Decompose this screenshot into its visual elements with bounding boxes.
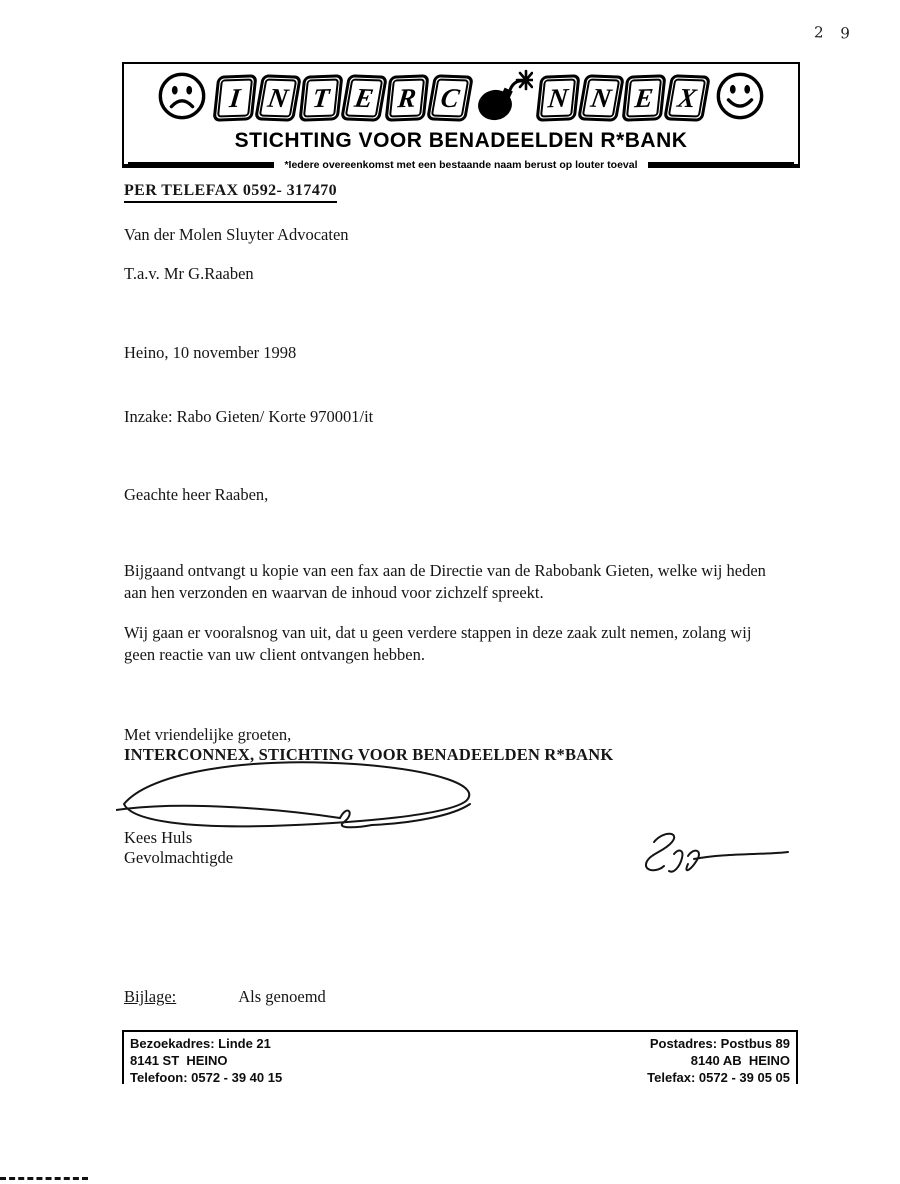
letterhead-box (122, 62, 800, 171)
logo-letter-tile (577, 74, 625, 121)
letterhead-tagline: *Iedere overeenkomst met een bestaande naam berust op louter toeval (274, 159, 647, 171)
logo-letter: T (303, 78, 339, 117)
paragraph-2: Wij gaan er vooralsnog van uit, dat u geen verdere stappen in deze zaak zult nemen, zolang wij geen reactie van uw client ontvangen hebben. (124, 623, 752, 664)
footer-line: 8141 ST HEINO (130, 1053, 228, 1068)
footer-line: Telefax: 0572 - 39 05 05 (647, 1070, 790, 1085)
logo-letter: N (259, 78, 297, 117)
logo-letter-tile (212, 74, 257, 121)
signer-title: Gevolmachtigde (124, 848, 234, 867)
logo-letter-tile (298, 74, 343, 121)
bomb-icon (475, 67, 533, 130)
logo-tile-row (124, 68, 798, 128)
footer-visit-address (130, 1035, 282, 1086)
signer-name: Kees Huls (124, 828, 193, 847)
footer-rule (122, 1030, 798, 1032)
scan-edge-dashes (0, 1177, 88, 1180)
sad-face-icon (156, 70, 208, 127)
logo-letter-tile (426, 74, 474, 121)
subject-line: Inzake: Rabo Gieten/ Korte 970001/it (124, 407, 374, 426)
logo-letter: E (345, 78, 383, 117)
footer-postal-address (470, 1035, 790, 1086)
logo-letter: X (668, 78, 706, 117)
footer-right-border (796, 1030, 798, 1084)
logo-letter: R (389, 78, 425, 117)
date-line: Heino, 10 november 1998 (124, 343, 297, 362)
footer-line: Postadres: Postbus 89 (649, 1036, 790, 1051)
logo-letter: N (540, 78, 576, 117)
recipient-firm: Van der Molen Sluyter Advocaten (124, 225, 349, 244)
secondary-signature (626, 830, 798, 883)
logo-tiles-interc (215, 75, 470, 121)
fax-line-wrap (124, 182, 337, 203)
logo-letter-tile (663, 74, 711, 121)
logo-letter-tile (254, 74, 302, 121)
attachment-value: Als genoemd (238, 987, 326, 1006)
closing-line: Met vriendelijke groeten, (124, 725, 292, 744)
logo-letter-tile (621, 74, 666, 121)
handwritten-page-number: 2 9 (813, 23, 857, 43)
letterhead-tagline-row (124, 155, 798, 169)
salutation: Geachte heer Raaben, (124, 485, 269, 504)
logo-letter-tile (384, 74, 429, 121)
footer-left-border (122, 1030, 124, 1084)
logo-letter: I (217, 78, 253, 117)
attention-line: T.a.v. Mr G.Raaben (124, 264, 254, 283)
footer-line: 8140 AB HEINO (690, 1053, 790, 1068)
happy-face-icon (714, 70, 766, 127)
logo-letter: N (582, 78, 620, 117)
paragraph-1: Bijgaand ontvangt u kopie van een fax aan de Directie van de Rabobank Gieten, welke wij heden aan hen verzonden en waarvan de inhoud voor zichzelf spreekt. (124, 561, 766, 602)
logo-tiles-nnex (538, 75, 707, 121)
letterhead-org-name: STICHTING VOOR BENADEELDEN R*BANK (234, 129, 688, 152)
logo-letter: E (626, 78, 662, 117)
footer-line: Bezoekadres: Linde 21 (130, 1036, 271, 1051)
footer-line: Telefoon: 0572 - 39 40 15 (130, 1070, 283, 1085)
attachment-label: Bijlage: (124, 987, 177, 1006)
primary-signature (116, 760, 488, 837)
attachment-row (124, 987, 326, 1007)
logo-letter-tile (340, 74, 388, 121)
logo-letter-tile (535, 74, 580, 121)
logo-letter: C (431, 78, 469, 117)
closing-org-line: INTERCONNEX, STICHTING VOOR BENADEELDEN R*BANK (124, 745, 614, 764)
fax-line: PER TELEFAX 0592- 317470 (124, 182, 337, 203)
